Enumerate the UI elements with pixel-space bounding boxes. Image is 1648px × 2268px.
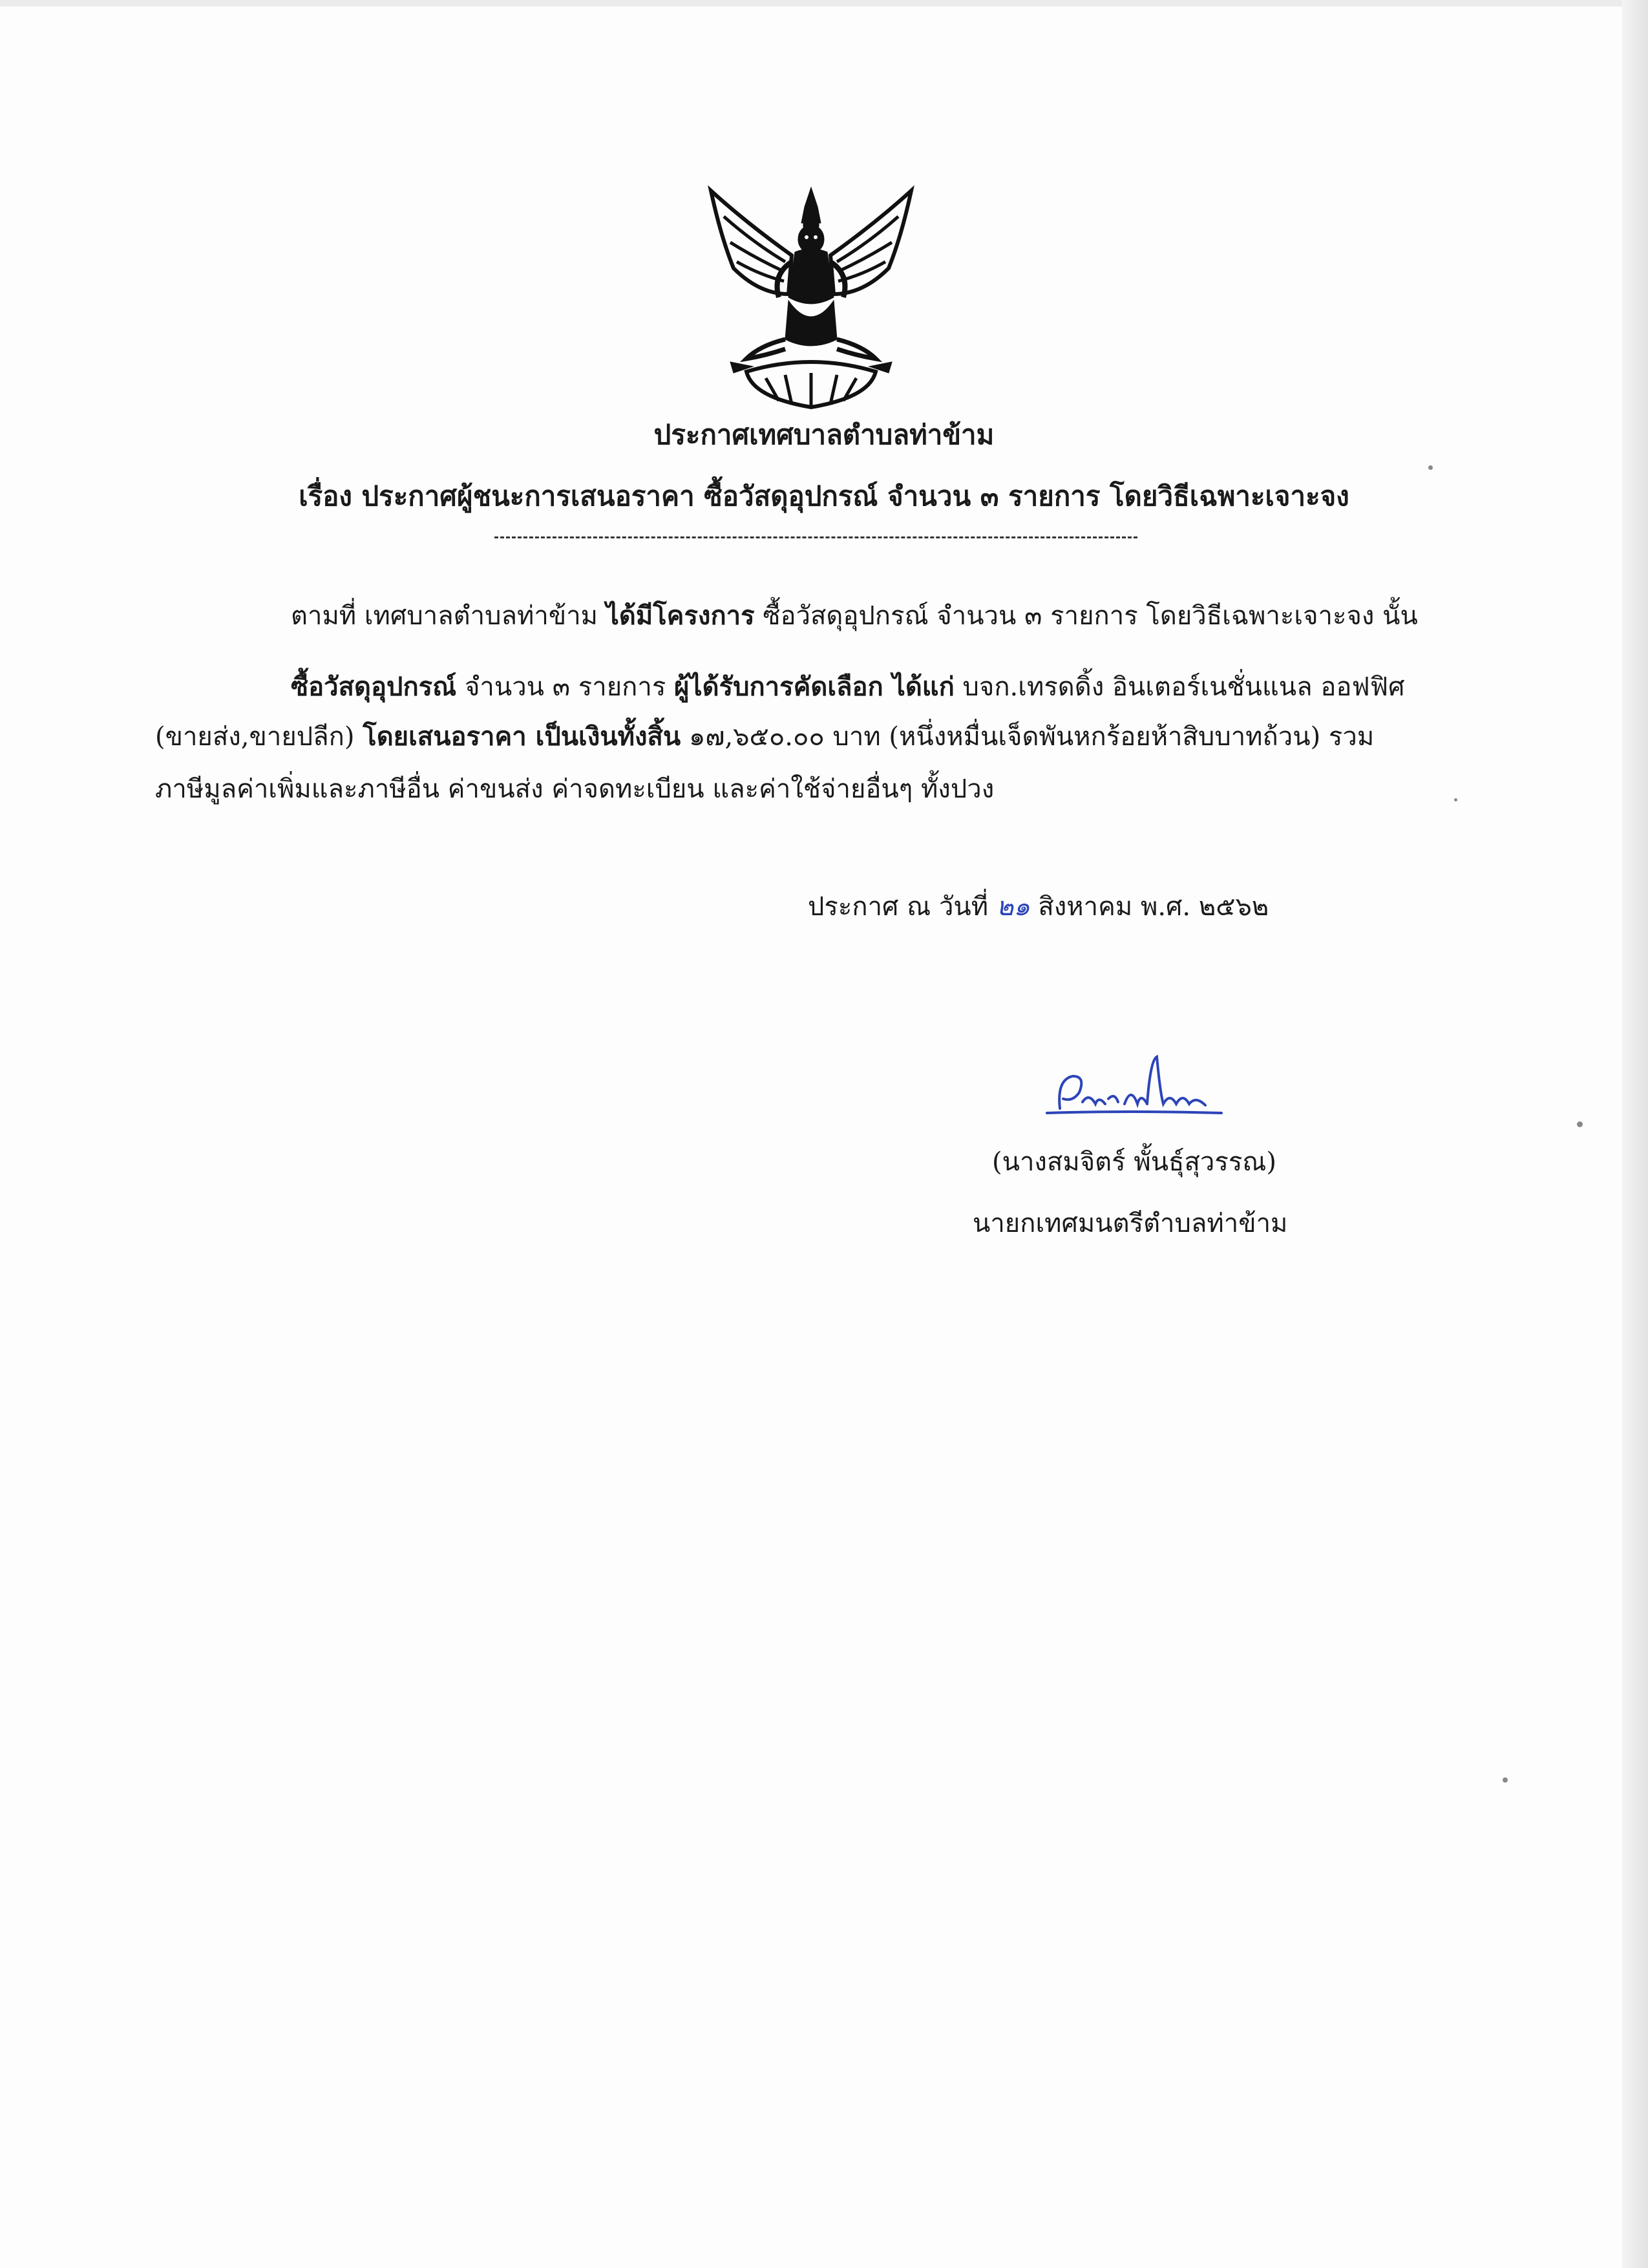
garuda-emblem-icon (708, 184, 914, 410)
body-text-bold: ได้มีโครงการ (606, 600, 755, 631)
document-title: ประกาศเทศบาลตำบลท่าข้าม (653, 419, 995, 450)
body-text-bold: ผู้ได้รับการคัดเลือก ได้แก่ (674, 672, 955, 702)
body-text-bold: ซื้อวัสดุอุปกรณ์ (291, 672, 457, 702)
body-paragraph-line-1 (291, 595, 1418, 636)
date-prefix: ประกาศ ณ วันที่ (808, 892, 989, 922)
signatory-name: (นางสมจิตร์ พั้นธุ์สุวรรณ) (992, 1147, 1277, 1177)
body-paragraph-line-3 (155, 715, 1374, 757)
scan-edge-right (1622, 0, 1648, 2268)
announcement-date (808, 885, 1269, 927)
body-paragraph-line-2 (291, 666, 1404, 707)
scan-speck (1503, 1777, 1508, 1783)
divider-line (494, 536, 1137, 538)
body-text-bold: โดยเสนอราคา เป็นเงินทั้งสิ้น (363, 721, 681, 752)
body-text: ๑๗,๖๕๐.๐๐ บาท (หนึ่งหมื่นเจ็ดพันหกร้อยห้าสิบบาทถ้วน) รวม (681, 722, 1375, 752)
scan-speck (1577, 1121, 1583, 1127)
scan-edge-top (0, 0, 1648, 6)
scan-speck (1428, 465, 1433, 470)
body-text: ตามที่ เทศบาลตำบลท่าข้าม (291, 601, 606, 631)
scan-speck (1454, 798, 1457, 801)
body-text: ซื้อวัสดุอุปกรณ์ จำนวน ๓ รายการ โดยวิธีเฉพาะเจาะจง นั้น (754, 601, 1418, 631)
date-month-year: สิงหาคม พ.ศ. ๒๕๖๒ (1038, 892, 1269, 922)
body-paragraph-line-4 (155, 768, 994, 809)
body-text: ภาษีมูลค่าเพิ่มและภาษีอื่น ค่าขนส่ง ค่าจดทะเบียน และค่าใช้จ่ายอื่นๆ ทั้งปวง (155, 774, 995, 804)
handwritten-signature (1034, 1054, 1228, 1125)
body-text: จำนวน ๓ รายการ (456, 672, 675, 702)
signatory-position: นายกเทศมนตรีตำบลท่าข้าม (973, 1209, 1288, 1238)
document-subject: เรื่อง ประกาศผู้ชนะการเสนอราคา ซื้อวัสดุอุปกรณ์ จำนวน ๓ รายการ โดยวิธีเฉพาะเจาะจง (299, 480, 1349, 512)
body-text: (ขายส่ง,ขายปลีก) (155, 722, 363, 752)
date-day-handwritten: ๒๑ (996, 892, 1030, 922)
body-text: บจก.เทรดดิ้ง อินเตอร์เนชั่นแนล ออฟฟิศ (954, 672, 1405, 702)
